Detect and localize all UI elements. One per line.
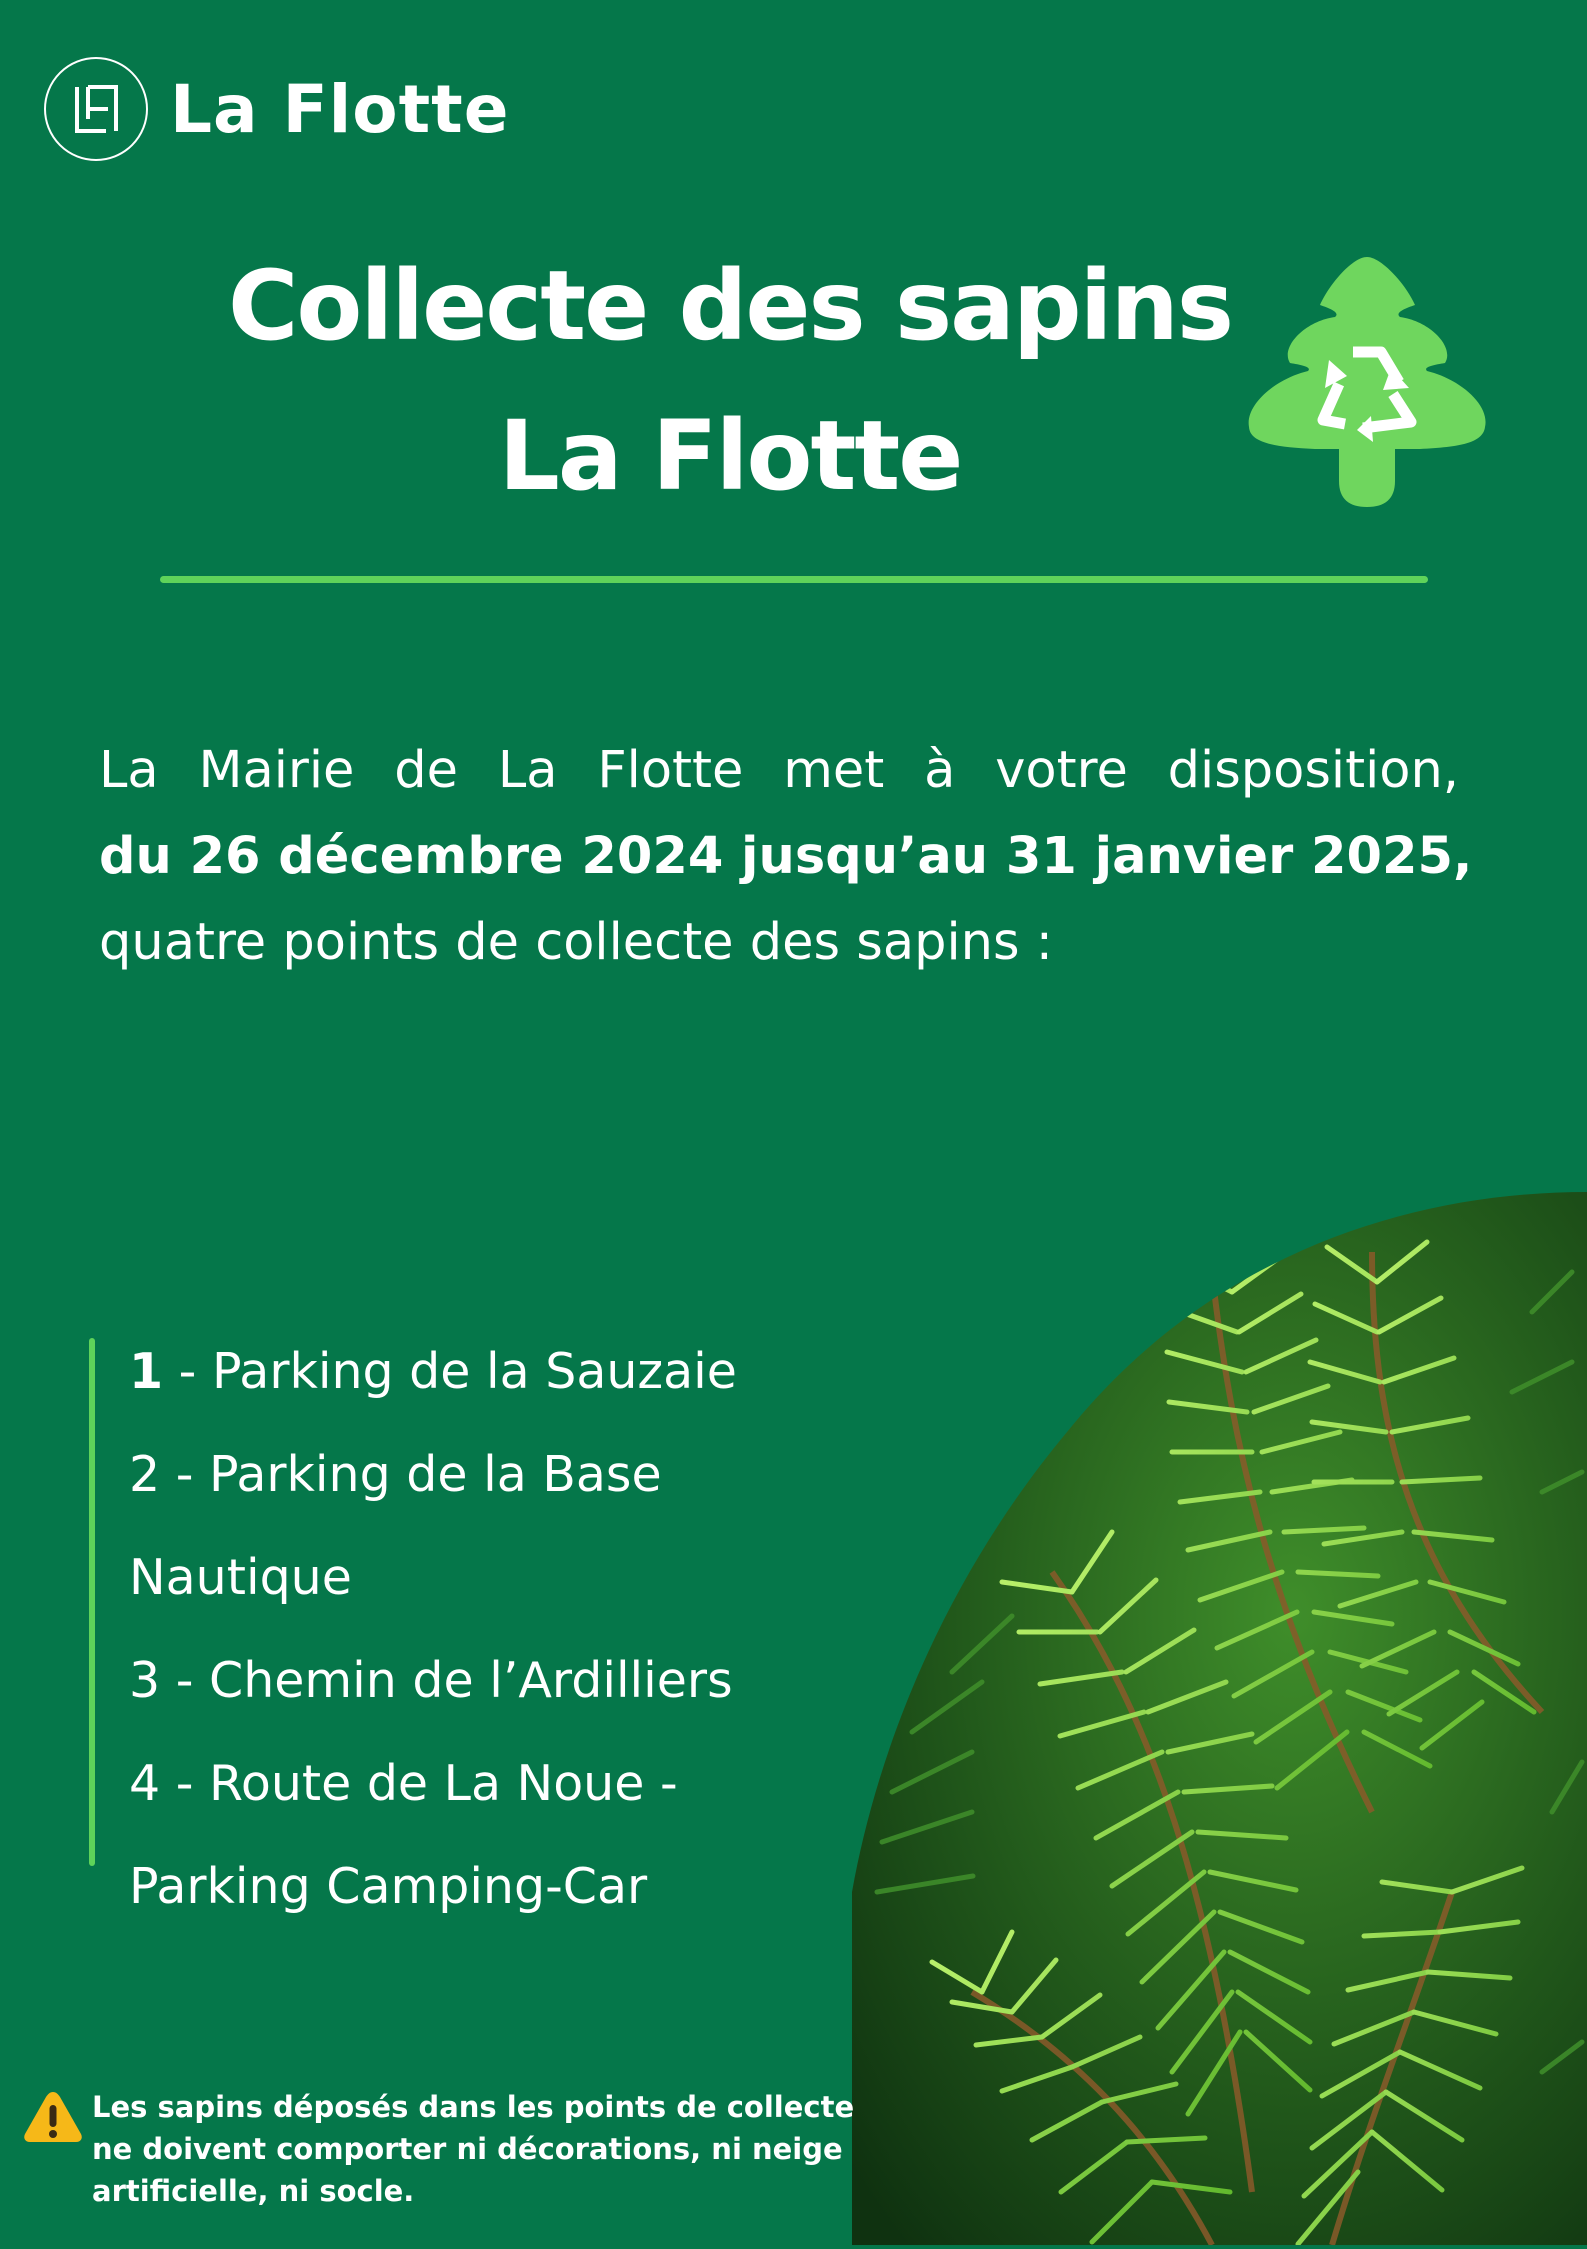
- intro-paragraph: [99, 728, 1473, 986]
- point-item-1: [129, 1320, 737, 1423]
- intro-dates: du 26 décembre 2024 jusqu’au 31 janvier 2025,: [99, 827, 1473, 886]
- intro-line3: quatre points de collecte des sapins :: [99, 913, 1053, 972]
- page-title-line1: Collecte des sapins: [227, 250, 1233, 362]
- lf-monogram-icon: [44, 57, 148, 161]
- page-title-line2: La Flotte: [498, 400, 962, 512]
- point-item-3: 3 - Chemin de l’Ardilliers: [129, 1652, 733, 1709]
- warning-text: Les sapins déposés dans les points de collecte ne doivent comporter ni décorations, ni neige artificielle, ni socle.: [92, 2090, 855, 2208]
- point-item-4-line1: 4 - Route de La Noue -: [129, 1755, 678, 1812]
- title-divider: [160, 576, 1428, 583]
- recycle-tree-icon: [1245, 255, 1490, 524]
- collection-points-list: [129, 1320, 737, 1938]
- point-item-2-line1: 2 - Parking de la Base: [129, 1446, 662, 1503]
- brand-name: La Flotte: [170, 70, 510, 148]
- intro-line1: La Mairie de La Flotte met à votre disposition,: [99, 741, 1459, 800]
- point-1-label: - Parking de la Sauzaie: [163, 1343, 737, 1400]
- point-item-4-line2: Parking Camping-Car: [129, 1858, 648, 1915]
- warning-icon: [22, 2088, 84, 2212]
- brand-logo: [44, 57, 509, 161]
- points-accent-bar: [89, 1338, 95, 1866]
- point-1-number: 1: [129, 1343, 164, 1400]
- fir-branches-photo: [852, 1192, 1587, 2249]
- point-item-2-line2: Nautique: [129, 1549, 352, 1606]
- warning-notice: [22, 2086, 872, 2212]
